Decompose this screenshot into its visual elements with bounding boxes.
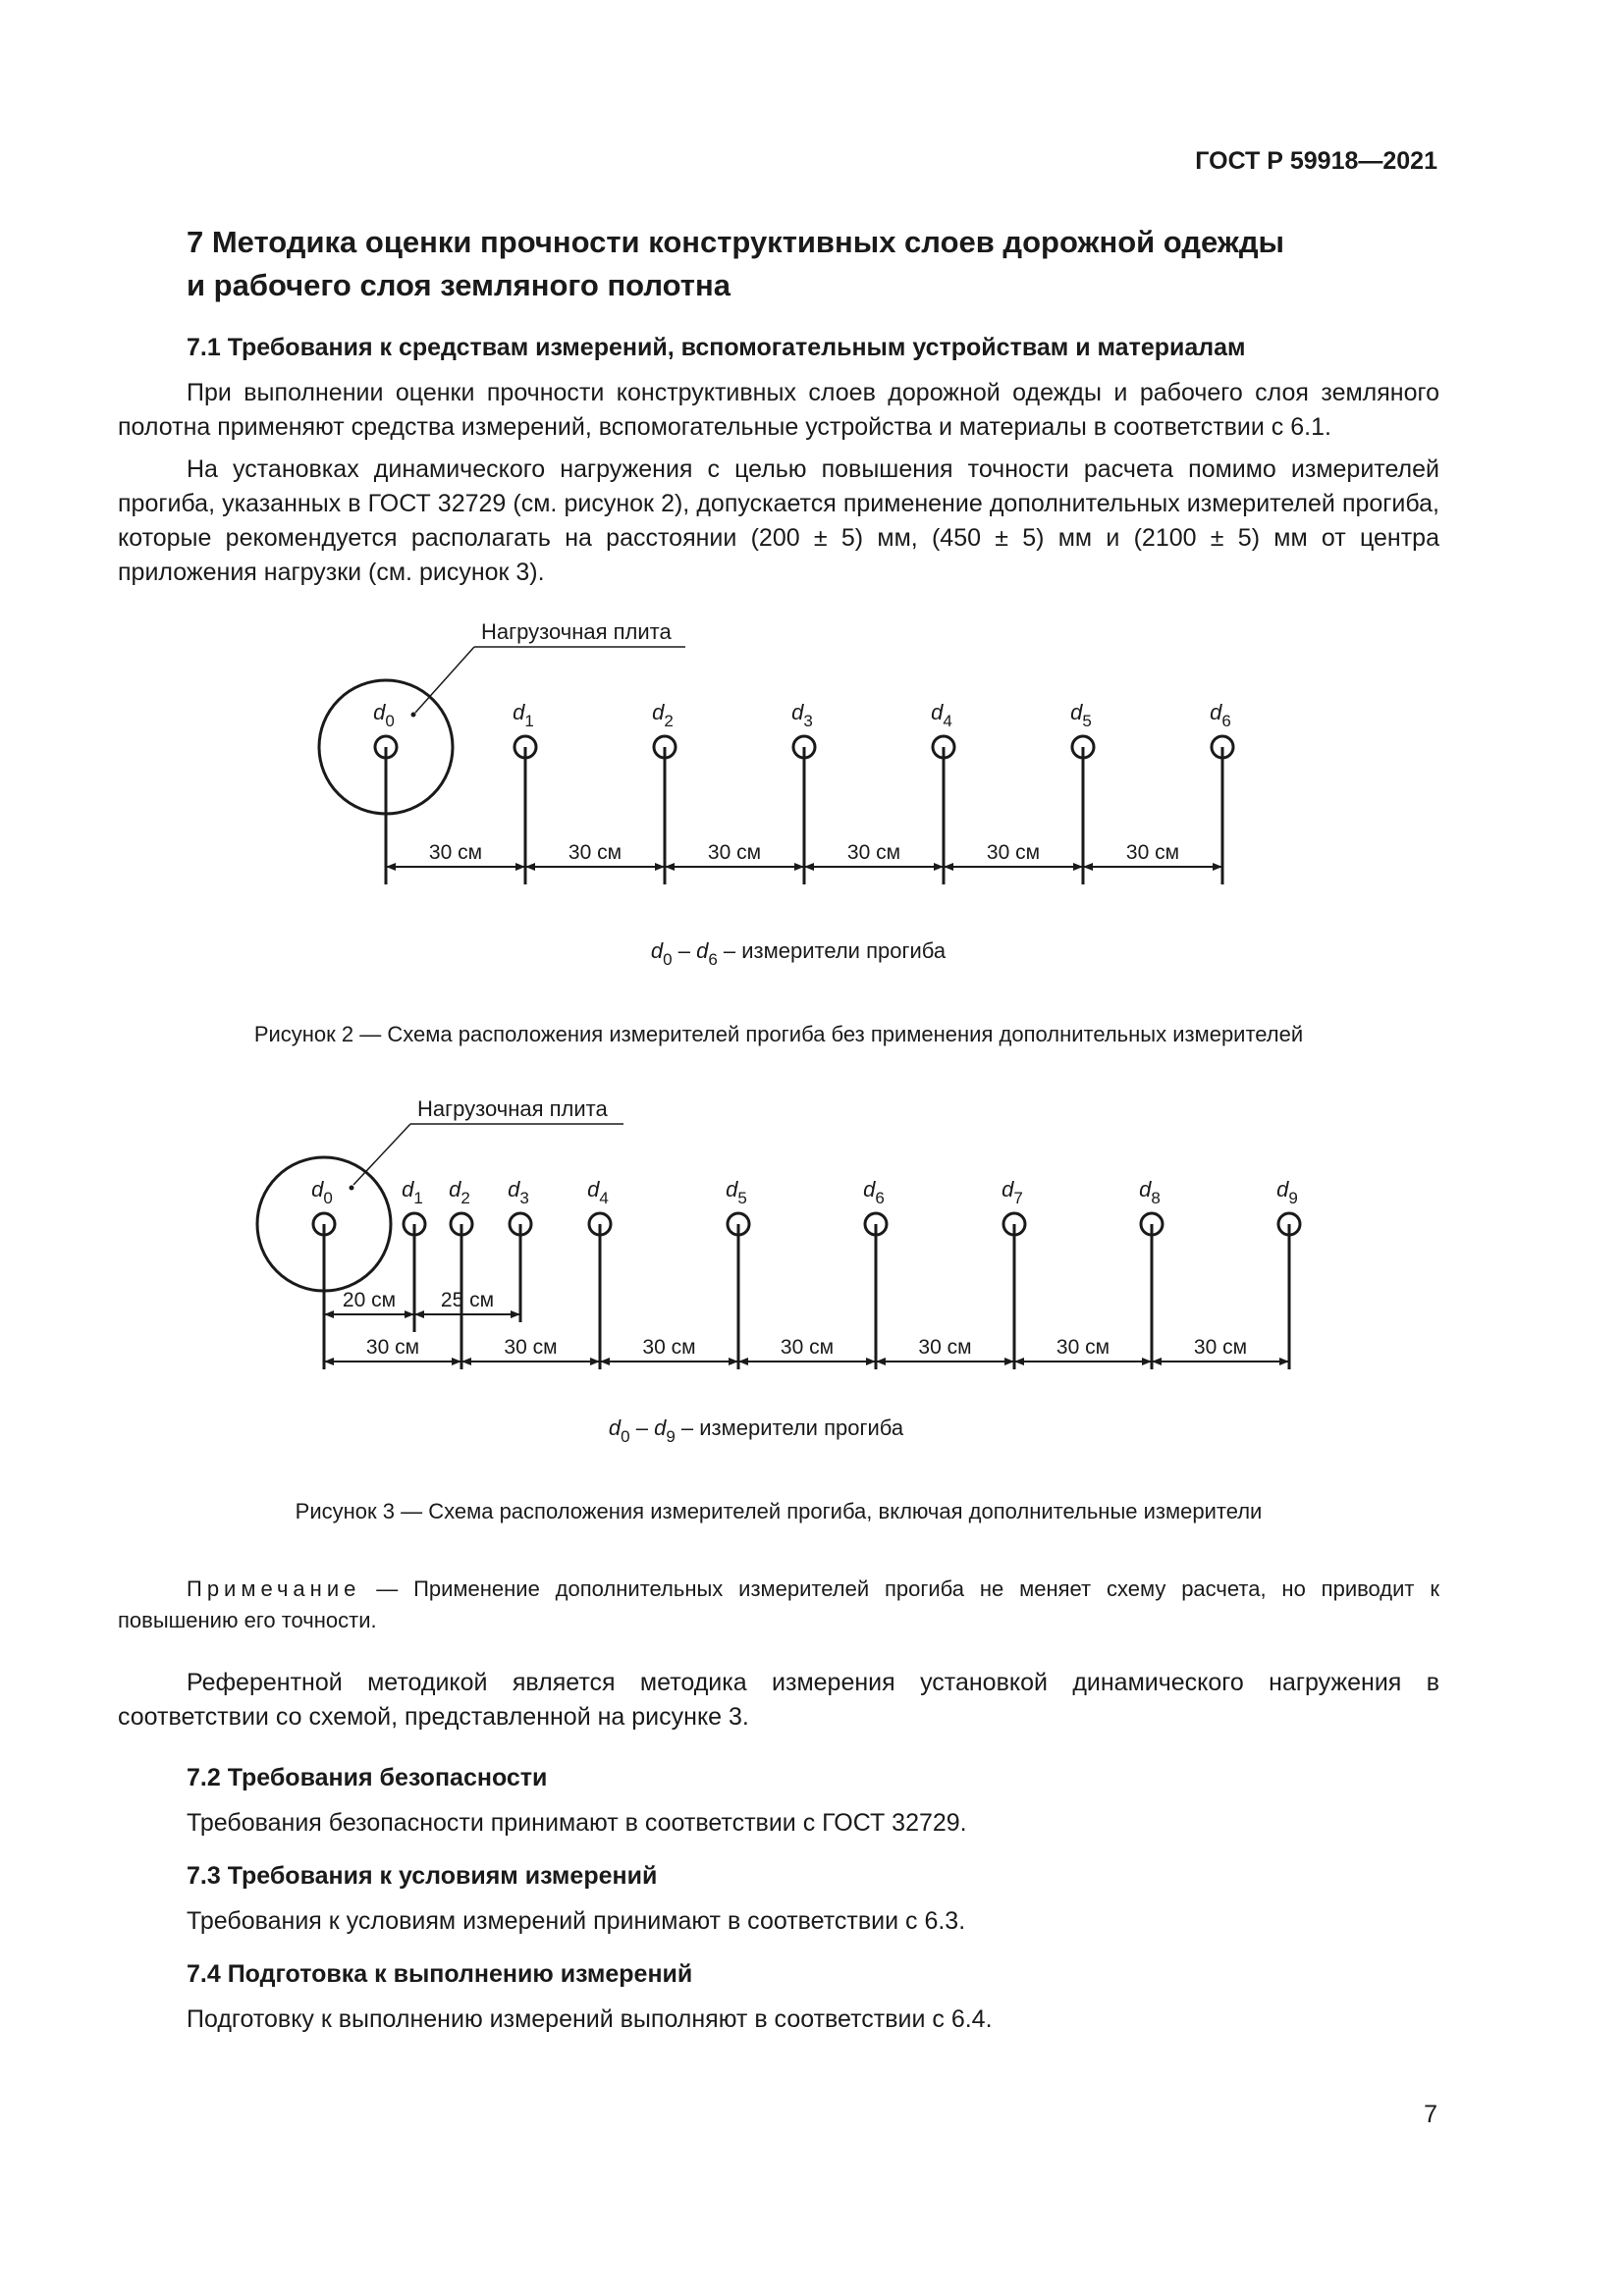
- spacing-0-label: 30 см: [428, 841, 483, 864]
- note: [118, 1574, 1439, 1636]
- section-7-title-line1: 7 Методика оценки прочности конструктивных слоев дорожной одежды: [187, 225, 1284, 259]
- sensor-label-7: $d_7$: [1001, 1177, 1023, 1207]
- section-7-4-title: 7.4 Подготовка к выполнению измерений: [187, 1960, 693, 1988]
- section-7-1-para1: При выполнении оценки прочности конструктивных слоев дорожной одежды и рабочего слоя земляного полотна применяют средства измерений, вспомогательные устройства и материалы в соответствии с 6.1.: [118, 379, 1439, 441]
- spacing-2-label: 30 см: [707, 841, 762, 864]
- load-plate-leader: [353, 1124, 410, 1185]
- sensor-label-0: $d_0$: [373, 700, 395, 730]
- document-code: ГОСТ Р 59918—2021: [1195, 147, 1437, 175]
- figure-2-diagram: [118, 610, 1439, 1022]
- sensor-label-2: $d_2$: [652, 700, 674, 730]
- upper-spacing-0-label: 20 см: [342, 1289, 397, 1311]
- spacing-4-label: 30 см: [986, 841, 1041, 864]
- figure-3-legend: $d_0 - d_9$ – измерители прогиба: [608, 1415, 904, 1446]
- figure-2-legend: $d_0 - d_6$ – измерители прогиба: [650, 938, 947, 969]
- spacing-5-label: 30 см: [1125, 841, 1180, 864]
- page-number: 7: [1424, 2101, 1437, 2128]
- sensor-label-6: $d_6$: [863, 1177, 885, 1207]
- section-7-2-title: 7.2 Требования безопасности: [187, 1764, 548, 1791]
- figure-2: [118, 610, 1439, 1047]
- sensor-label-6: $d_6$: [1210, 700, 1231, 730]
- section-7-1-title: 7.1 Требования к средствам измерений, вспомогательным устройствам и материалам: [187, 334, 1246, 361]
- lower-spacing-5-label: 30 см: [1056, 1336, 1110, 1359]
- load-plate-leader-dot: [411, 713, 416, 718]
- section-7-4-text: Подготовку к выполнению измерений выполняют в соответствии с 6.4.: [187, 2005, 993, 2033]
- page-content: [118, 221, 1439, 2037]
- sensor-label-4: $d_4$: [587, 1177, 609, 1207]
- sensor-label-5: $d_5$: [1070, 700, 1092, 730]
- note-label: Примечание: [187, 1576, 361, 1601]
- spacing-1-label: 30 см: [568, 841, 623, 864]
- lower-spacing-4-label: 30 см: [918, 1336, 972, 1359]
- sensor-label-4: $d_4$: [931, 700, 952, 730]
- load-plate-leader-dot: [350, 1186, 354, 1191]
- figure-2-caption: Рисунок 2 — Схема расположения измерителей прогиба без применения дополнительных измерителей: [253, 1022, 1304, 1046]
- load-plate-label: Нагрузочная плита: [481, 619, 672, 644]
- section-7-1-para2: На установках динамического нагружения с целью повышения точности расчета помимо измерителей прогиба, указанных в ГОСТ 32729 (см. рисунок 2), допускается применение дополнительных измерителей прогиба, которые рекомендуется располагать на расстоянии (200 ± 5) мм, (450 ± 5) мм и (2100 ± 5) мм от центра приложения нагрузки (см. рисунок 3).: [118, 455, 1439, 586]
- sensor-label-3: $d_3$: [791, 700, 813, 730]
- figure-3: [118, 1087, 1439, 1524]
- sensor-label-0: $d_0$: [311, 1177, 333, 1207]
- lower-spacing-2-label: 30 см: [642, 1336, 696, 1359]
- figure-3-diagram: [118, 1087, 1439, 1499]
- note-text: — Применение дополнительных измерителей прогиба не меняет схему расчета, но приводит к повышению его точности.: [118, 1576, 1439, 1632]
- sensor-label-5: $d_5$: [726, 1177, 747, 1207]
- figure-3-caption: Рисунок 3 — Схема расположения измерителей прогиба, включая дополнительные измерители: [295, 1499, 1263, 1523]
- load-plate-leader: [415, 647, 474, 713]
- upper-spacing-1-label: 25 см: [440, 1289, 495, 1311]
- sensor-label-1: $d_1$: [402, 1177, 423, 1207]
- section-7-3-text: Требования к условиям измерений принимают в соответствии с 6.3.: [187, 1907, 966, 1935]
- section-7-3-title: 7.3 Требования к условиям измерений: [187, 1862, 658, 1890]
- sensor-label-8: $d_8$: [1139, 1177, 1161, 1207]
- load-plate-label: Нагрузочная плита: [417, 1096, 608, 1121]
- spacing-3-label: 30 см: [846, 841, 901, 864]
- lower-spacing-0-label: 30 см: [365, 1336, 420, 1359]
- section-7-2-text: Требования безопасности принимают в соответствии с ГОСТ 32729.: [187, 1809, 967, 1837]
- lower-spacing-3-label: 30 см: [780, 1336, 835, 1359]
- section-7-title: [118, 221, 1439, 307]
- sensor-label-3: $d_3$: [508, 1177, 529, 1207]
- lower-spacing-6-label: 30 см: [1193, 1336, 1248, 1359]
- sensor-label-9: $d_9$: [1276, 1177, 1298, 1207]
- lower-spacing-1-label: 30 см: [504, 1336, 558, 1359]
- sensor-label-2: $d_2$: [449, 1177, 470, 1207]
- sensor-label-1: $d_1$: [513, 700, 534, 730]
- reference-paragraph: Референтной методикой является методика измерения установкой динамического нагружения в соответствии со схемой, представленной на рисунке 3.: [118, 1669, 1439, 1731]
- section-7-title-line2: и рабочего слоя земляного полотна: [187, 268, 731, 302]
